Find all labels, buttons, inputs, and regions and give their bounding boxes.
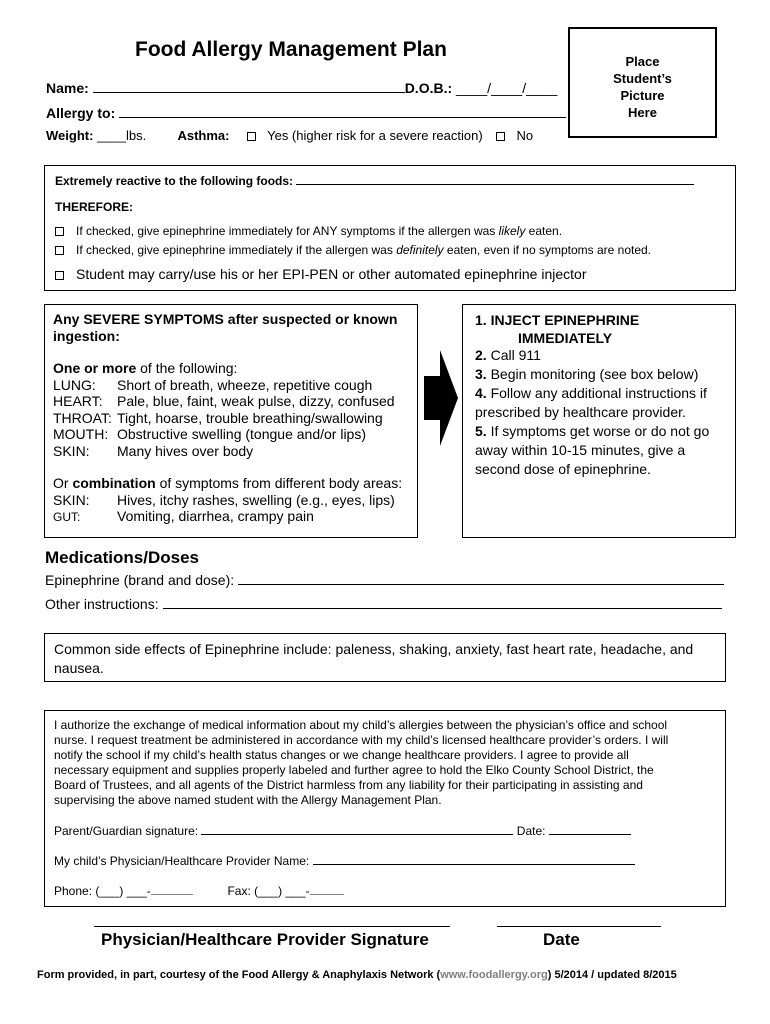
step-2-text: Call 911 (486, 347, 541, 363)
photo-line-1: Place (625, 54, 660, 69)
symptom-row (53, 377, 413, 394)
epinephrine-row (45, 571, 724, 588)
photo-line-3: Picture (620, 88, 665, 103)
step-2 (475, 346, 733, 365)
symptom-value: Obstructive swelling (tongue and/or lips) (117, 426, 367, 442)
date-signature-line[interactable] (497, 926, 661, 927)
symptom-value: Many hives over body (117, 442, 254, 459)
other-instructions-label: Other instructions: (45, 596, 159, 612)
symptom-row (53, 393, 413, 410)
allergy-label: Allergy to: (46, 105, 116, 121)
footer-link[interactable]: www.foodallergy.org (440, 969, 548, 981)
symptom-row (53, 410, 413, 427)
symptoms-content (53, 311, 413, 526)
allergy-field[interactable] (119, 104, 566, 118)
allergy-row (46, 104, 566, 121)
reactive-label: Extremely reactive to the following foods: (55, 174, 294, 188)
therefore-label: THEREFORE: (55, 200, 133, 214)
one-or-more-line (53, 360, 413, 377)
step-3-text: Begin monitoring (see box below) (486, 366, 699, 382)
option-definitely-em: definitely (396, 243, 444, 257)
fax-label: Fax: (227, 884, 251, 898)
option-likely-end: eaten. (525, 224, 563, 238)
epinephrine-field[interactable] (238, 571, 724, 585)
combo-key: GUT: (53, 510, 81, 524)
combo-value: Vomiting, diarrhea, crampy pain (117, 508, 314, 524)
combination-a: Or (53, 475, 73, 491)
option-likely-em: likely (498, 224, 526, 238)
option-definitely-text: If checked, give epinephrine immediately if the allergen was (76, 243, 397, 257)
symptom-row (53, 426, 413, 443)
symptom-value: Short of breath, wheeze, repetitive cough (117, 376, 373, 393)
physician-signature-label: Physician/Healthcare Provider Signature (101, 930, 429, 949)
step-4-num: 4. (475, 385, 487, 401)
name-label: Name: (46, 80, 89, 96)
side-effects-line-2: nausea. (54, 660, 104, 676)
physician-signature-line[interactable] (94, 926, 450, 927)
step-5-cont-1: away within 10-15 minutes, give a (475, 442, 686, 458)
side-effects-line-1: Common side effects of Epinephrine include: paleness, shaking, anxiety, fast heart rate, headache, and (54, 641, 694, 657)
step-2-num: 2. (475, 347, 487, 363)
authorization-text (54, 718, 668, 808)
symptom-key: SKIN: (53, 442, 90, 459)
footer-credit (37, 969, 677, 981)
other-instructions-field[interactable] (163, 595, 722, 609)
phone-field[interactable]: (___) ___- (95, 884, 151, 898)
photo-line-4: Here (628, 105, 657, 120)
authorization-line: nurse. I request treatment be administered in accordance with my child’s licensed healthcare provider’s orders. I will (54, 733, 669, 747)
combination-b: of symptoms from different body areas: (155, 475, 403, 491)
step-5-cont-2: second dose of epinephrine. (475, 461, 651, 477)
physician-name-label: My child’s Physician/Healthcare Provider Name: (54, 854, 310, 868)
asthma-no-label: No (516, 128, 534, 143)
right-arrow-icon (422, 348, 460, 448)
step-3 (475, 365, 733, 384)
symptom-key: HEART: (53, 393, 103, 409)
phone-label: Phone: (54, 884, 93, 898)
student-photo-box[interactable] (568, 27, 717, 138)
parent-signature-field[interactable] (201, 823, 513, 835)
photo-line-2: Student’s (613, 71, 672, 86)
asthma-label: Asthma: (177, 128, 230, 143)
one-or-more-rest: of the following: (136, 360, 238, 376)
step-1-line-2: IMMEDIATELY (518, 330, 613, 346)
actions-content (475, 311, 733, 479)
asthma-no-checkbox[interactable] (496, 132, 505, 141)
name-field[interactable] (93, 79, 405, 93)
authorization-line: I authorize the exchange of medical information about my child’s allergies between the physician’s office and school (54, 718, 668, 732)
fax-field[interactable]: (___) ___- (254, 884, 310, 898)
step-4 (475, 384, 733, 403)
reactive-row (55, 173, 694, 188)
authorization-line: necessary equipment and supplies properly labeled and further agree to hold the Elko County School District, the (54, 763, 654, 777)
option-epipen-text: Student may carry/use his or her EPI-PEN or other automated epinephrine injector (76, 266, 587, 282)
side-effects-text (54, 640, 693, 678)
medications-heading: Medications/Doses (45, 548, 199, 567)
weight-label: Weight: (46, 128, 94, 143)
parent-signature-label: Parent/Guardian signature: (54, 824, 199, 838)
option-definitely-end: eaten, even if no symptoms are noted. (443, 243, 652, 257)
combination-line (53, 475, 413, 492)
page-title: Food Allergy Management Plan (135, 38, 447, 61)
authorization-line: notify the school if my child’s health status changes or we change healthcare providers. I agree to provide all (54, 748, 629, 762)
option-epipen-row (55, 266, 586, 282)
step-5-num: 5. (475, 423, 487, 439)
symptom-key: LUNG: (53, 376, 96, 393)
phone-fax-row (54, 883, 344, 899)
option-epipen-checkbox[interactable] (55, 271, 64, 280)
step-5 (475, 422, 733, 441)
parent-signature-row (54, 823, 631, 839)
option-likely-checkbox[interactable] (55, 227, 64, 236)
name-row (46, 79, 557, 96)
epinephrine-label: Epinephrine (brand and dose): (45, 572, 235, 588)
weight-asthma-row (46, 128, 533, 143)
one-or-more-bold: One or more (53, 360, 137, 376)
parent-date-field[interactable] (549, 823, 631, 835)
step-5-text: If symptoms get worse or do not go (486, 423, 710, 439)
symptoms-heading-1: Any SEVERE SYMPTOMS after suspected or known (53, 311, 398, 327)
asthma-yes-label: Yes (higher risk for a severe reaction) (267, 128, 483, 143)
fax-field-line[interactable] (310, 883, 344, 895)
footer-text-a: Form provided, in part, courtesy of the Food Allergy & Anaphylaxis Network ( (37, 969, 441, 981)
option-likely-text: If checked, give epinephrine immediately for ANY symptoms if the allergen was (76, 224, 499, 238)
step-4-cont: prescribed by healthcare provider. (475, 404, 686, 420)
combo-row (53, 492, 413, 509)
option-definitely-checkbox[interactable] (55, 246, 64, 255)
combo-value: Hives, itchy rashes, swelling (e.g., eyes, lips) (117, 491, 395, 508)
authorization-line: supervising the above named student with the Allergy Management Plan. (54, 793, 442, 807)
footer-text-b: ) 5/2014 / updated 8/2015 (547, 969, 677, 981)
symptom-value: Tight, hoarse, trouble breathing/swallowing (117, 409, 383, 426)
reactive-foods-field[interactable] (296, 173, 694, 185)
physician-name-row (54, 853, 635, 869)
weight-field[interactable]: ____ (97, 128, 126, 143)
symptom-row (53, 443, 413, 460)
date-signature-label: Date (543, 930, 580, 949)
phone-field-line[interactable] (151, 883, 193, 895)
other-instructions-row (45, 595, 722, 612)
combo-row (53, 508, 413, 526)
combination-bold: combination (72, 475, 156, 491)
symptom-key: MOUTH: (53, 426, 109, 442)
combo-key: SKIN: (53, 491, 90, 508)
parent-date-label: Date: (516, 824, 546, 838)
step-3-num: 3. (475, 366, 487, 382)
option-definitely-row (55, 243, 651, 257)
step-1-line-1: 1. INJECT EPINEPHRINE (475, 312, 640, 328)
symptom-value: Pale, blue, faint, weak pulse, dizzy, confused (117, 393, 395, 409)
weight-unit: lbs. (125, 128, 147, 143)
authorization-line: Board of Trustees, and all agents of the District harmless from any liability for their participating in assisting and (54, 778, 643, 792)
dob-field[interactable]: ____/____/____ (456, 80, 558, 96)
symptom-key: THROAT: (53, 409, 112, 426)
dob-label: D.O.B.: (404, 80, 453, 96)
option-likely-row (55, 224, 562, 238)
asthma-yes-checkbox[interactable] (247, 132, 256, 141)
symptoms-heading-2: ingestion: (53, 327, 120, 344)
step-4-text: Follow any additional instructions if (486, 385, 707, 401)
physician-name-field[interactable] (313, 853, 635, 865)
